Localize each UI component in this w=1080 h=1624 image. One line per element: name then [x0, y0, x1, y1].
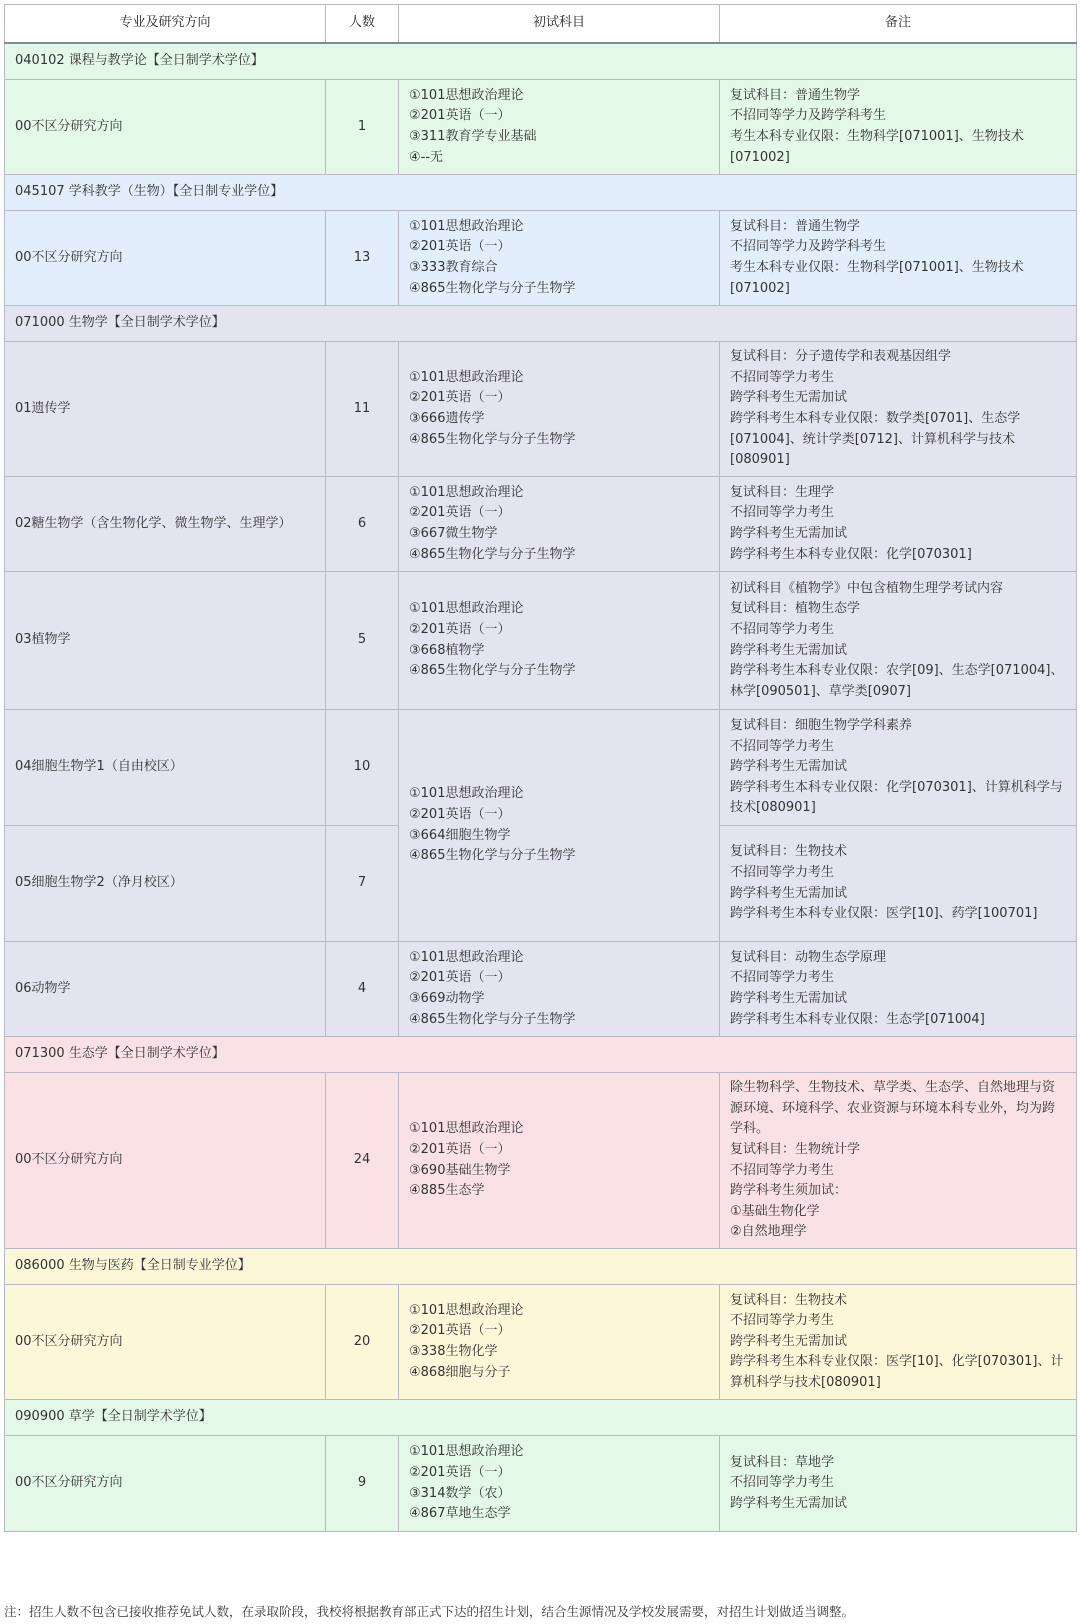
count-cell: 11	[326, 342, 399, 477]
subject-line: ③669动物学	[409, 991, 485, 1006]
footnote: 注：招生人数不包含已接收推荐免试人数，在录取阶段，我校将根据教育部正式下达的招生计划，结合生源情况及学校发展需要，对招生计划做适当调整。	[4, 1604, 855, 1619]
note-line: 考生本科专业仅限：生物科学[071001]、生物技术[071002]	[730, 260, 1024, 296]
note-line: 跨学科考生无需加试	[730, 390, 848, 406]
table-row	[5, 211, 1077, 306]
direction-cell: 00不区分研究方向	[5, 80, 326, 175]
subject-line: ①101思想政治理论	[409, 369, 524, 385]
section-title: 071000 生物学【全日制学术学位】	[5, 306, 1077, 342]
note-line: 不招同等学力考生	[730, 738, 835, 754]
note-line: 复试科目：分子遗传学和表观基因组学	[730, 349, 952, 365]
subject-line: ②201英语（一）	[409, 390, 511, 406]
note-line: 复试科目：生物技术	[730, 844, 848, 860]
section-title: 086000 生物与医药【全日制专业学位】	[5, 1249, 1077, 1285]
subject-line: ④865生物化学与分子生物学	[409, 280, 576, 296]
header-count: 人数	[326, 5, 399, 44]
table-row	[5, 942, 1077, 1037]
subject-line: ②201英语（一）	[409, 505, 511, 521]
subject-line: ④--无	[409, 149, 444, 165]
subject-line: ③664细胞生物学	[409, 827, 511, 843]
note-line: 跨学科考生本科专业仅限：数学类[0701]、生态学[071004]、统计学类[0712]、计算机科学与技术[080901]	[730, 411, 1021, 468]
subjects-cell	[399, 80, 720, 175]
direction-cell: 00不区分研究方向	[5, 211, 326, 306]
subjects-cell	[399, 477, 720, 572]
count-cell: 6	[326, 477, 399, 572]
table-row	[5, 342, 1077, 477]
note-line: 复试科目：生物统计学	[730, 1141, 861, 1157]
count-cell: 4	[326, 942, 399, 1037]
subjects-cell	[399, 1436, 720, 1532]
subjects-cell	[399, 942, 720, 1037]
table-row	[5, 477, 1077, 572]
subjects-cell	[399, 572, 720, 710]
note-line: 跨学科考生本科专业仅限：农学[09]、生态学[071004]、林学[090501]、草学类[0907]	[730, 663, 1064, 699]
count-cell: 5	[326, 572, 399, 710]
subject-line: ③311教育学专业基础	[409, 129, 537, 144]
table-row	[5, 1285, 1077, 1400]
direction-cell: 03植物学	[5, 572, 326, 710]
table-row	[5, 1436, 1077, 1532]
section-row	[5, 306, 1077, 342]
note-line: 跨学科考生无需加试	[730, 642, 848, 658]
note-line: 复试科目：生理学	[730, 484, 835, 500]
notes-cell	[720, 1073, 1077, 1249]
direction-cell: 06动物学	[5, 942, 326, 1037]
subject-line: ②201英语（一）	[409, 970, 511, 986]
note-line: 跨学科考生无需加试	[730, 1333, 848, 1349]
note-line: 跨学科考生无需加试	[730, 991, 848, 1006]
count-cell: 9	[326, 1436, 399, 1532]
count-cell: 10	[326, 710, 399, 826]
note-line: ②自然地理学	[730, 1224, 807, 1240]
note-line: 跨学科考生本科专业仅限：医学[10]、药学[100701]	[730, 906, 1038, 922]
note-line: 跨学科考生本科专业仅限：化学[070301]、计算机科学与技术[080901]	[730, 779, 1063, 816]
note-line: 跨学科考生无需加试	[730, 1495, 848, 1511]
subject-line: ②201英语（一）	[409, 108, 511, 124]
notes-cell	[720, 572, 1077, 710]
header-exam-subjects: 初试科目	[399, 5, 720, 44]
subject-line: ③666遗传学	[409, 411, 485, 426]
direction-cell: 00不区分研究方向	[5, 1073, 326, 1249]
subject-line: ②201英语（一）	[409, 806, 511, 822]
subject-line: ④865生物化学与分子生物学	[409, 663, 576, 679]
notes-cell	[720, 942, 1077, 1037]
subject-line: ②201英语（一）	[409, 1141, 511, 1157]
note-line: 复试科目：草地学	[730, 1454, 835, 1470]
admission-table-container	[4, 4, 1076, 1532]
notes-cell	[720, 710, 1077, 826]
subject-line: ①101思想政治理论	[409, 218, 524, 234]
note-line: ①基础生物化学	[730, 1203, 820, 1219]
note-line: 不招同等学力考生	[730, 369, 835, 385]
subject-line: ①101思想政治理论	[409, 949, 524, 965]
subject-line: ①101思想政治理论	[409, 484, 524, 500]
subjects-cell	[399, 211, 720, 306]
section-row	[5, 1037, 1077, 1073]
subject-line: ①101思想政治理论	[409, 1302, 524, 1318]
subject-line: ②201英语（一）	[409, 239, 511, 255]
note-line: 复试科目：细胞生物学学科素养	[730, 718, 913, 734]
subject-line: ②201英语（一）	[409, 1464, 511, 1480]
note-line: 跨学科考生本科专业仅限：生态学[071004]	[730, 1011, 985, 1027]
subject-line: ④865生物化学与分子生物学	[409, 848, 576, 864]
direction-cell: 00不区分研究方向	[5, 1436, 326, 1532]
note-line: 跨学科考生本科专业仅限：化学[070301]	[730, 546, 972, 562]
note-line: 跨学科考生无需加试	[730, 885, 848, 901]
section-title: 071300 生态学【全日制学术学位】	[5, 1037, 1077, 1073]
table-row	[5, 80, 1077, 175]
subject-line: ②201英语（一）	[409, 1323, 511, 1339]
note-line: 跨学科考生无需加试	[730, 759, 848, 775]
count-cell: 13	[326, 211, 399, 306]
count-cell: 1	[326, 80, 399, 175]
direction-cell: 02糖生物学（含生物化学、微生物学、生理学）	[5, 477, 326, 572]
note-line: 不招同等学力考生	[730, 970, 835, 986]
subject-line: ③667微生物学	[409, 526, 498, 541]
table-row	[5, 572, 1077, 710]
notes-cell	[720, 80, 1077, 175]
notes-cell	[720, 342, 1077, 477]
subject-line: ④865生物化学与分子生物学	[409, 546, 576, 562]
section-row	[5, 175, 1077, 211]
notes-cell	[720, 211, 1077, 306]
subject-line: ①101思想政治理论	[409, 786, 524, 802]
note-line: 不招同等学力考生	[730, 864, 835, 880]
subject-line: ④868细胞与分子	[409, 1364, 511, 1380]
notes-cell	[720, 1285, 1077, 1400]
note-line: 不招同等学力考生	[730, 1313, 835, 1329]
section-title: 090900 草学【全日制学术学位】	[5, 1400, 1077, 1436]
note-line: 不招同等学力及跨学科考生	[730, 239, 887, 255]
subjects-cell	[399, 1285, 720, 1400]
note-line: 跨学科考生本科专业仅限：医学[10]、化学[070301]、计算机科学与技术[080901]	[730, 1354, 1064, 1390]
section-row	[5, 43, 1077, 80]
subject-line: ④867草地生态学	[409, 1506, 511, 1522]
count-cell: 20	[326, 1285, 399, 1400]
note-line: 复试科目：普通生物学	[730, 87, 861, 103]
table-header-row	[5, 5, 1077, 44]
note-line: 不招同等学力考生	[730, 621, 835, 637]
subject-line: ①101思想政治理论	[409, 87, 524, 103]
subject-line: ③314数学（农）	[409, 1485, 511, 1501]
note-line: 不招同等学力考生	[730, 505, 835, 521]
note-line: 跨学科考生须加试：	[730, 1183, 848, 1199]
count-cell: 7	[326, 826, 399, 942]
direction-cell: 01遗传学	[5, 342, 326, 477]
section-row	[5, 1249, 1077, 1285]
note-line: 跨学科考生无需加试	[730, 526, 848, 541]
subjects-cell	[399, 342, 720, 477]
admission-table	[4, 4, 1077, 1532]
note-line: 复试科目：生物技术	[730, 1292, 848, 1308]
note-line: 复试科目：普通生物学	[730, 218, 861, 234]
subjects-cell	[399, 1073, 720, 1249]
section-row	[5, 1400, 1077, 1436]
note-line: 除生物科学、生物技术、草学类、生态学、自然地理与资源环境、环境科学、农业资源与环境本科专业外，均为跨学科。	[730, 1080, 1056, 1137]
section-title: 040102 课程与教学论【全日制学术学位】	[5, 43, 1077, 80]
notes-cell	[720, 826, 1077, 942]
note-line: 不招同等学力考生	[730, 1475, 835, 1491]
table-row	[5, 710, 1077, 826]
note-line: 不招同等学力及跨学科考生	[730, 108, 887, 124]
note-line: 不招同等学力考生	[730, 1162, 835, 1178]
note-line: 考生本科专业仅限：生物科学[071001]、生物技术[071002]	[730, 129, 1024, 165]
subject-line: ①101思想政治理论	[409, 1121, 524, 1137]
count-cell: 24	[326, 1073, 399, 1249]
note-line: 复试科目：植物生态学	[730, 601, 861, 617]
direction-cell: 04细胞生物学1（自由校区）	[5, 710, 326, 826]
direction-cell: 05细胞生物学2（净月校区）	[5, 826, 326, 942]
notes-cell	[720, 477, 1077, 572]
subject-line: ③668植物学	[409, 642, 485, 658]
subject-line: ②201英语（一）	[409, 621, 511, 637]
subject-line: ①101思想政治理论	[409, 1444, 524, 1460]
subject-line: ④865生物化学与分子生物学	[409, 1011, 576, 1027]
header-remarks: 备注	[720, 5, 1077, 44]
subject-line: ①101思想政治理论	[409, 601, 524, 617]
direction-cell: 00不区分研究方向	[5, 1285, 326, 1400]
subject-line: ③333教育综合	[409, 260, 498, 275]
subject-line: ④885生态学	[409, 1183, 485, 1199]
subject-line: ③338生物化学	[409, 1344, 498, 1359]
header-major-direction: 专业及研究方向	[5, 5, 326, 44]
subject-line: ③690基础生物学	[409, 1162, 511, 1178]
notes-cell	[720, 1436, 1077, 1532]
note-line: 复试科目：动物生态学原理	[730, 949, 887, 965]
table-row	[5, 1073, 1077, 1249]
note-line: 初试科目《植物学》中包含植物生理学考试内容	[730, 580, 1004, 596]
section-title: 045107 学科教学（生物）【全日制专业学位】	[5, 175, 1077, 211]
subjects-cell	[399, 710, 720, 942]
subject-line: ④865生物化学与分子生物学	[409, 431, 576, 447]
